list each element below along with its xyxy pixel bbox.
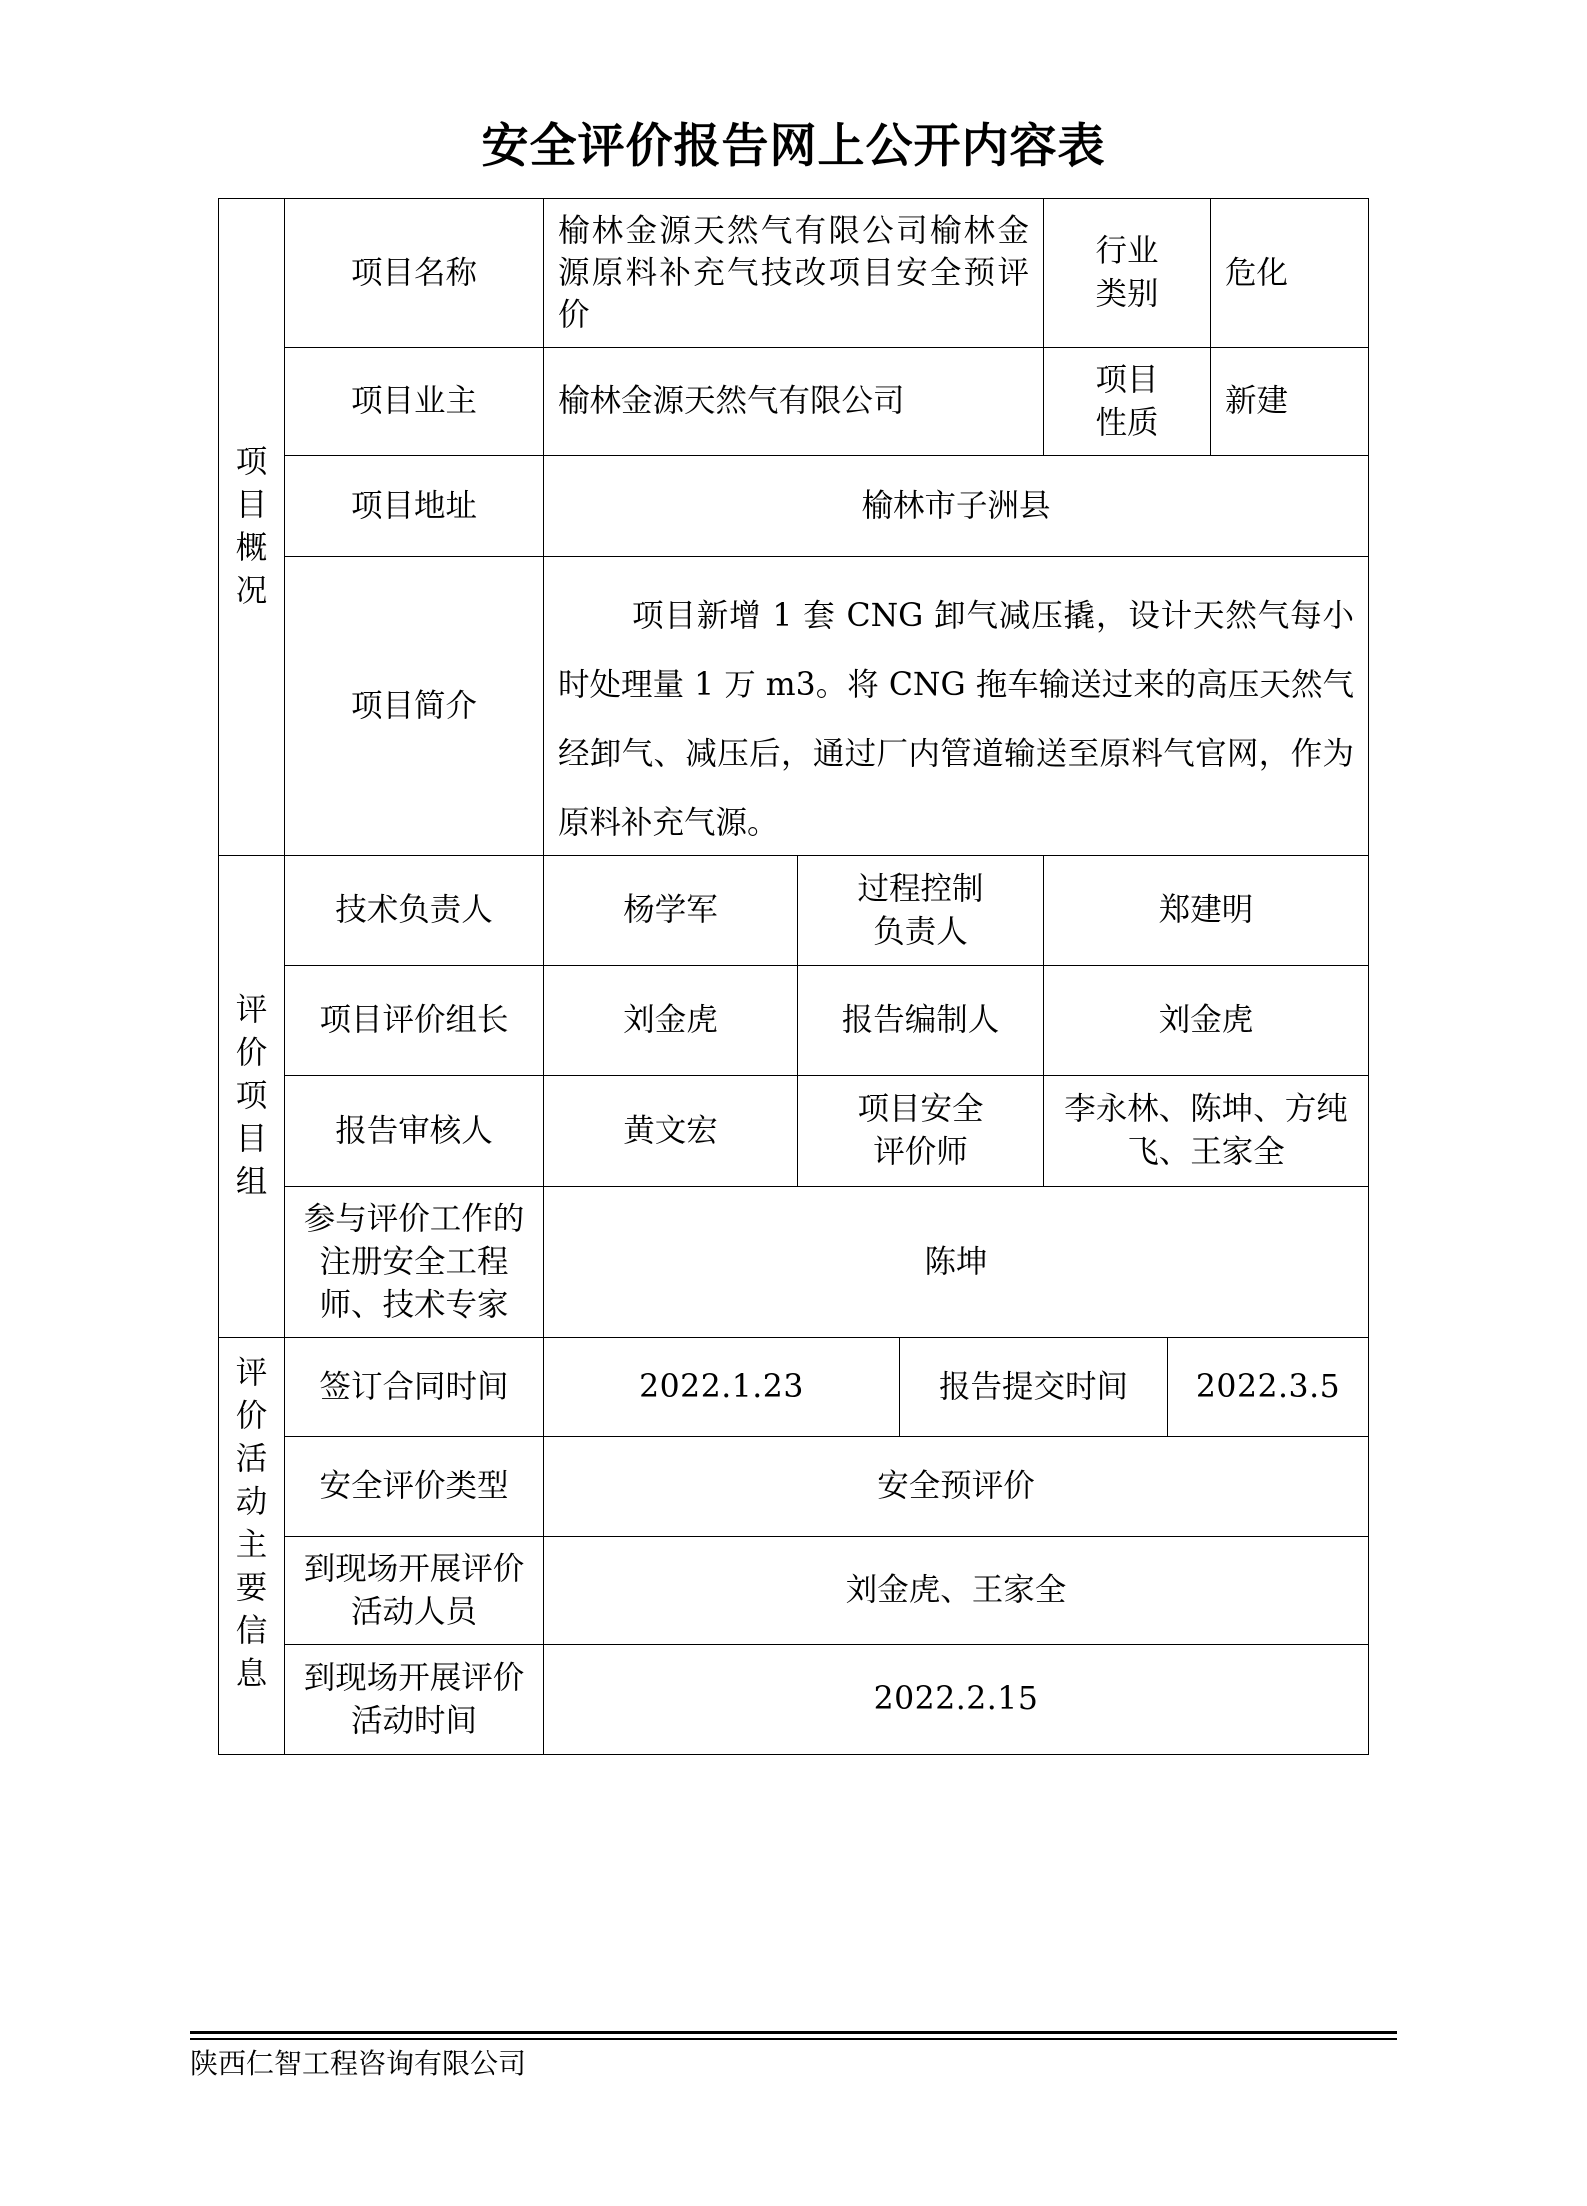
nature-value: 新建 — [1225, 383, 1289, 419]
eval-type-value-cell — [543, 1436, 1369, 1537]
process-lead-value-cell — [1043, 855, 1369, 966]
summary-value-cell — [543, 556, 1369, 856]
process-lead-value: 郑建明 — [1158, 892, 1254, 928]
owner-label-cell — [284, 347, 544, 456]
site-date-label: 到现场开展评价活动时间 — [303, 1659, 525, 1739]
eval-type-label: 安全评价类型 — [319, 1468, 509, 1504]
owner-label: 项目业主 — [350, 383, 477, 419]
tech-lead-label-cell — [284, 855, 544, 966]
contract-date-label: 签订合同时间 — [319, 1368, 509, 1405]
contract-date-value-cell — [543, 1337, 900, 1437]
group-leader-label: 项目评价组长 — [319, 1002, 509, 1038]
owner-value-cell — [543, 347, 1044, 456]
section-activity — [218, 1337, 285, 1755]
group-leader-value: 刘金虎 — [623, 1002, 718, 1038]
site-staff-label: 到现场开展评价活动人员 — [303, 1550, 525, 1630]
site-date-value: 2022.2.15 — [873, 1681, 1039, 1717]
process-lead-label: 过程控制负责人 — [857, 870, 984, 950]
report-reviewer-value-cell — [543, 1075, 798, 1187]
tech-lead-label: 技术负责人 — [335, 892, 493, 928]
report-author-label-cell — [797, 965, 1044, 1076]
report-reviewer-label-cell — [284, 1075, 544, 1187]
section-overview — [218, 198, 285, 856]
address-label: 项目地址 — [350, 487, 477, 524]
summary-label: 项目简介 — [350, 687, 477, 724]
industry-value-cell — [1210, 198, 1369, 348]
submit-date-value: 2022.3.5 — [1195, 1368, 1341, 1405]
footer-company: 陕西仁智工程咨询有限公司 — [190, 2047, 527, 2080]
engineers-value: 陈坤 — [924, 1243, 988, 1280]
report-author-label: 报告编制人 — [841, 1002, 1000, 1038]
eval-type-label-cell — [284, 1436, 544, 1537]
nature-label-cell — [1043, 347, 1211, 456]
engineers-value-cell — [543, 1186, 1369, 1338]
submit-date-label: 报告提交时间 — [938, 1368, 1128, 1405]
address-value-cell — [543, 455, 1369, 557]
section-overview-label: 项目概况 — [235, 444, 268, 609]
industry-label: 行业类别 — [1095, 233, 1159, 312]
industry-label-cell — [1043, 198, 1211, 348]
industry-value: 危化 — [1225, 254, 1289, 291]
safety-assessors-value: 李永林、陈坤、方纯飞、王家全 — [1064, 1091, 1348, 1170]
summary-label-cell — [284, 556, 544, 856]
engineers-label-cell — [284, 1186, 544, 1338]
contract-date-label-cell — [284, 1337, 544, 1437]
submit-date-label-cell — [899, 1337, 1168, 1437]
page-title: 安全评价报告网上公开内容表 — [481, 119, 1106, 174]
nature-value-cell — [1210, 347, 1369, 456]
nature-label: 项目性质 — [1095, 361, 1159, 441]
address-value: 榆林市子洲县 — [861, 487, 1051, 524]
site-staff-label-cell — [284, 1536, 544, 1645]
project-name-label: 项目名称 — [350, 254, 477, 291]
report-reviewer-value: 黄文宏 — [623, 1112, 718, 1149]
eval-type-value: 安全预评价 — [877, 1468, 1035, 1504]
section-team — [218, 855, 285, 1338]
summary-value: 项目新增 1 套 CNG 卸气减压撬，设计天然气每小时处理量 1 万 m3。将 CNG 拖车输送过来的高压天然气经卸气、减压后，通过厂内管道输送至原料气官网，作为原料补充气源。 — [558, 598, 1354, 841]
owner-value: 榆林金源天然气有限公司 — [558, 383, 905, 419]
footer-divider-thick — [190, 2031, 1397, 2034]
safety-assessors-value-cell — [1043, 1075, 1369, 1187]
site-staff-value: 刘金虎、王家全 — [845, 1572, 1067, 1608]
group-leader-value-cell — [543, 965, 798, 1076]
site-staff-value-cell — [543, 1536, 1369, 1645]
safety-assessors-label: 项目安全评价师 — [857, 1091, 984, 1170]
site-date-label-cell — [284, 1644, 544, 1755]
section-activity-label: 评价活动主要信息 — [235, 1354, 268, 1692]
section-team-label: 评价项目组 — [235, 992, 268, 1200]
tech-lead-value: 杨学军 — [623, 892, 718, 928]
address-label-cell — [284, 455, 544, 557]
group-leader-label-cell — [284, 965, 544, 1076]
footer-divider-thin — [190, 2038, 1397, 2040]
project-name-value-cell — [543, 198, 1044, 348]
safety-assessors-label-cell — [797, 1075, 1044, 1187]
contract-date-value: 2022.1.23 — [639, 1368, 804, 1405]
report-author-value-cell — [1043, 965, 1369, 1076]
report-author-value: 刘金虎 — [1158, 1002, 1254, 1038]
tech-lead-value-cell — [543, 855, 798, 966]
engineers-label: 参与评价工作的注册安全工程师、技术专家 — [303, 1200, 525, 1323]
project-name-value: 榆林金源天然气有限公司榆林金源原料补充气技改项目安全预评价 — [558, 213, 1029, 333]
report-reviewer-label: 报告审核人 — [335, 1112, 493, 1149]
process-lead-label-cell — [797, 855, 1044, 966]
project-name-label-cell — [284, 198, 544, 348]
site-date-value-cell — [543, 1644, 1369, 1755]
submit-date-value-cell — [1167, 1337, 1369, 1437]
